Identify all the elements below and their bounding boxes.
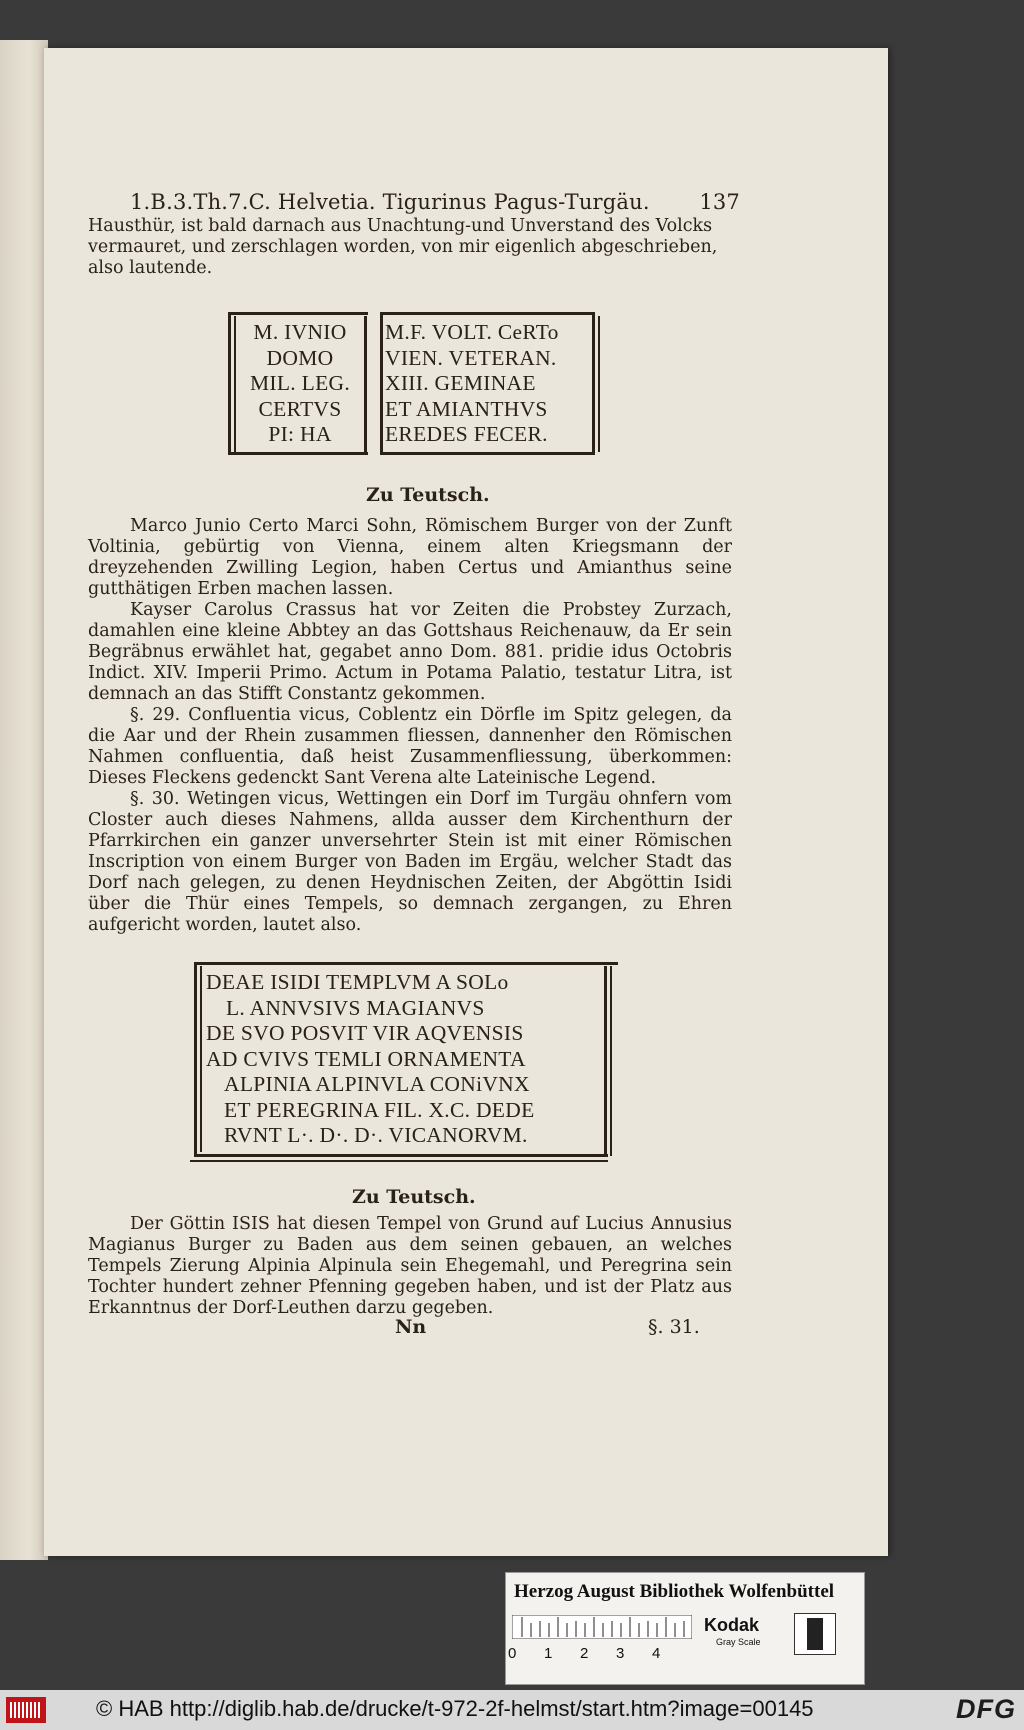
inscription-2-text [206,970,535,1149]
kodak-label: Kodak [704,1615,760,1635]
heading-zu-teutsch-2: Zu Teutsch. [352,1186,476,1208]
scale-numbers [508,1645,688,1662]
intro-line: also lautende. [88,258,213,278]
paragraph: Marco Junio Certo Marci Sohn, Römischem Burger von der Zunft Voltinia, gebürtig von Vienna, einem alten Kriegsmann der dreyzehenden Zwilling Legion, haben Certus und Amianthus seine gutthätigen Erben machen lassen. [88,516,732,599]
gray-scale-label: Gray Scale [716,1637,761,1647]
paragraph: §. 29. Confluentia vicus, Coblentz ein Dörfle im Spitz gelegen, da die Aar und der Rhein zusammen fliessen, dannenher den Römischen Nahmen confluentia, daß heist Zusammenfliessung, überkommen: Dieses Fleckens gedenckt Sant Verena alte Lateinische Legend. [88,705,732,788]
inscription-line: DE SVO POSVIT VIR AQVENSIS [206,1021,524,1045]
permalink-url[interactable]: © HAB http://diglib.hab.de/drucke/t-972-2f-helmst/start.htm?image=00145 [96,1696,814,1721]
scale-number: 4 [652,1645,661,1662]
inscription-line: CERTVS [258,396,342,421]
paragraph: Kayser Carolus Crassus hat vor Zeiten die Probstey Zurzach, damahlen eine kleine Abbtey an das Gottshaus Reichenauw, da Er sein Begräbnus erwählet hat, gegabet anno Dom. 881. pridie idus Octobris Indict. XIV. Imperii Primo. Actum in Potama Palatio, testatur Litra, ist demnach an das Stifft Constantz gekommen. [88,600,732,704]
inscription-line: M.F. VOLT. CeRTo [385,320,559,344]
inscription-1-left [240,320,360,448]
inscription-line: VIEN. VETERAN. [385,345,557,370]
facing-page-edge [0,40,48,1560]
translation-1 [88,516,732,936]
gray-swatch [794,1613,836,1655]
inscription-line: EREDES FECER. [385,422,548,446]
heading-zu-teutsch-1: Zu Teutsch. [366,484,490,506]
inscription-1-right [385,320,559,448]
scale-number: 0 [508,1645,517,1662]
scale-number: 2 [580,1645,589,1662]
next-section-mark: §. 31. [648,1316,700,1338]
inscription-line: RVNT L·. D·. D·. VICANORVM. [224,1123,528,1147]
inscription-line: PI: HA [268,422,332,446]
viewer-bottom-bar [0,1690,1024,1730]
inscription-line: ET PEREGRINA FIL. X.C. DEDE [224,1097,535,1122]
card-title: Herzog August Bibliothek Wolfenbüttel [514,1581,835,1602]
hab-logo-icon [6,1697,46,1723]
inscription-line: XIII. GEMINAE [385,371,536,395]
page-number: 137 [699,190,740,214]
inscription-line: M. IVNIO [253,320,347,344]
translation-2 [88,1214,732,1319]
inscription-line: AD CVIVS TEMLI ORNAMENTA [206,1046,526,1071]
ruler-scale [512,1615,692,1639]
running-head [130,190,740,214]
intro-line: Hausthür, ist bald darnach aus Unachtung-und Unverstand des Volcks [88,216,713,236]
inscription-line: DEAE ISIDI TEMPLVM A SOLo [206,970,509,994]
inscription-line: MIL. LEG. [249,371,351,395]
scale-number: 1 [544,1645,553,1662]
inscription-line: ET AMIANTHVS [385,396,548,421]
paragraph: §. 30. Wetingen vicus, Wettingen ein Dorf im Turgäu ohnfern vom Closter auch dieses Nahmens, allda ausser dem Kirchenthurn der Pfarrkirchen ein ganzer unversehrter Stein ist mit einer Römischen Inscription von einem Burger von Baden im Ergäu, welcher Stadt das Dorf nach gelegen, zu denen Heydnischen Zeiten, der Abgöttin Isidi über die Thür eines Tempels, so demnach zergangen, zu Ehren aufgericht worden, lautet also. [88,789,732,935]
paragraph: Der Göttin ISIS hat diesen Tempel von Grund auf Lucius Annusius Magianus Burger zu Baden aus dem seinen gebauen, an welches Tempels Zierung Alpinia Alpinula sein Ehegemahl, und Peregrina sein Tochter hundert zehner Pfenning gegeben haben, und ist der Platz aus Erkanntnus der Dorf-Leuthen darzu gegeben. [88,1214,732,1318]
running-head-title: 1.B.3.Th.7.C. Helvetia. Tigurinus Pagus-Turgäu. [130,190,650,214]
intro-line: vermauret, und zerschlagen worden, von mir eigenlich abgeschrieben, [88,237,718,257]
inscription-line: ALPINIA ALPINVLA CONiVNX [224,1072,530,1096]
intro-text [88,216,732,279]
inscription-line: DOMO [266,345,334,370]
catchword: Nn [395,1316,427,1338]
scale-number: 3 [616,1645,625,1662]
inscription-line: L. ANNVSIVS MAGIANVS [226,995,485,1020]
dfg-logo: DFG [956,1694,1016,1724]
scan-target-card [505,1572,865,1685]
